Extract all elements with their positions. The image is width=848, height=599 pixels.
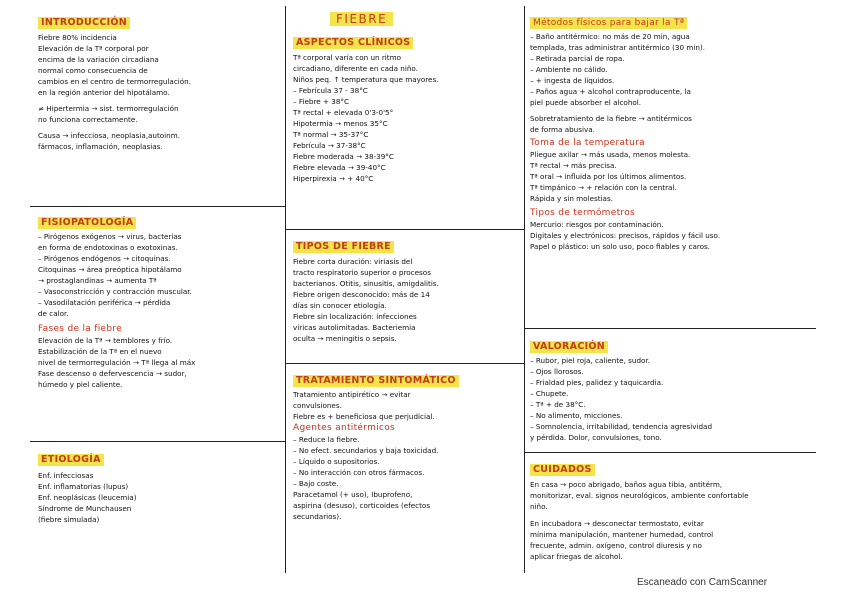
section-tipos-fiebre — [293, 234, 521, 344]
text-line: Citoquinas → área preóptica hipotálamo — [38, 265, 182, 274]
cuidados-body — [530, 479, 814, 512]
text-line: mínima manipulación, mantener humedad, control — [530, 530, 714, 539]
text-line: – Vasoconstricción y contracción muscular. — [38, 287, 192, 296]
text-line: – Fiebre + 38°C — [293, 97, 350, 106]
text-line: Enf. inflamatorias (lupus) — [38, 482, 129, 491]
text-line: Hipotermia → menos 35°C — [293, 119, 388, 128]
note-sheet — [30, 6, 816, 573]
fases-fiebre-subtitle: Fases de la fiebre — [38, 324, 122, 334]
fisiopatologia-title: FISIOPATOLOGÍA — [38, 217, 136, 229]
text-line: en forma de endotoxinas o exotoxinas. — [38, 243, 178, 252]
fases-fiebre-body — [38, 335, 282, 390]
text-line: normal como consecuencia de — [38, 66, 148, 75]
column-divider-1 — [285, 6, 286, 573]
text-line: Papel o plástico: un solo uso, poco fiables y caros. — [530, 242, 711, 251]
text-line: Estabilización de la Tª en el nuevo — [38, 347, 162, 356]
divider-valoracion-cuidados — [525, 452, 816, 453]
text-line: Causa → infecciosa, neoplasia,autoinm. — [38, 131, 181, 140]
text-line: Fiebre moderada → 38-39°C — [293, 152, 394, 161]
section-aspectos-clinicos — [293, 30, 521, 184]
tratamiento-body — [293, 389, 521, 422]
section-metodos-fisicos — [530, 10, 814, 252]
text-line: – Vasodilatación periférica → pérdida — [38, 298, 171, 307]
agentes-antitermicos-subtitle: Agentes antitérmicos — [293, 423, 395, 433]
text-line: húmedo y piel caliente. — [38, 380, 123, 389]
divider-tipos-trat — [286, 363, 525, 364]
text-line: nivel de termorregulación → Tª llega al máx — [38, 358, 196, 367]
text-line: Tª rectal + elevada 0'3-0'5° — [293, 108, 394, 117]
text-line: – No alimento, micciones. — [530, 411, 623, 420]
text-line: – Pirógenos endógenos → citoquinas. — [38, 254, 171, 263]
text-line: Enf. infecciosas — [38, 471, 94, 480]
text-line: Mercurio: riesgos por contaminación. — [530, 220, 664, 229]
text-line: – Ojos llorosos. — [530, 367, 584, 376]
toma-temperatura-body — [530, 149, 814, 204]
text-line: Febrícula → 37-38°C — [293, 141, 366, 150]
section-introduccion — [38, 10, 282, 152]
text-line: Fiebre corta duración: viriasis del — [293, 257, 413, 266]
introduccion-body — [38, 32, 282, 152]
text-line: – No interacción con otros fármacos. — [293, 468, 425, 477]
text-line: víricas autolimitadas. Bacteriemia — [293, 323, 416, 332]
agentes-antitermicos-body — [293, 434, 521, 522]
text-line: Pliegue axilar → más usada, menos molesta. — [530, 150, 691, 159]
text-line: – No efect. secundarios y baja toxicidad. — [293, 446, 439, 455]
divider-fisio-etio — [30, 441, 286, 442]
toma-temperatura-subtitle: Toma de la temperatura — [530, 138, 645, 148]
text-line: – + ingesta de líquidos. — [530, 76, 615, 85]
text-line: aspirina (desuso), corticoides (efectos — [293, 501, 431, 510]
text-line: – Paños agua + alcohol contraproducente, la — [530, 87, 691, 96]
text-line: aplicar friegas de alcohol. — [530, 552, 623, 561]
text-line: Tª rectal → más precisa. — [530, 161, 617, 170]
text-line: Enf. neoplásicas (leucemia) — [38, 493, 137, 502]
text-line: no funciona correctamente. — [38, 115, 138, 124]
section-tratamiento — [293, 368, 521, 522]
text-line: encima de la variación circadiana — [38, 55, 159, 64]
text-line: de forma abusiva. — [530, 125, 595, 134]
divider-metodos-valoracion — [525, 328, 816, 329]
text-line: frecuente, admin. oxígeno, control diuresis y no — [530, 541, 702, 550]
text-line: Tª normal → 35-37°C — [293, 130, 369, 139]
text-line: templada, tras administrar antitérmico (30 min). — [530, 43, 705, 52]
text-line: cambios en el centro de termorregulación. — [38, 77, 192, 86]
text-line: días sin conocer etiología. — [293, 301, 387, 310]
text-line: circadiano, diferente en cada niño. — [293, 64, 418, 73]
text-line: niño. — [530, 502, 548, 511]
text-line: – Chupete. — [530, 389, 569, 398]
section-fisiopatologia — [38, 210, 282, 390]
text-line: – Retirada parcial de ropa. — [530, 54, 625, 63]
text-line: – Somnolencia, irritabilidad, tendencia agresividad — [530, 422, 713, 431]
scanner-watermark: Escaneado con CamScanner — [637, 577, 768, 588]
text-line: Digitales y electrónicos: precisos, rápidos y fácil uso. — [530, 231, 721, 240]
text-line: – Ambiente no cálido. — [530, 65, 608, 74]
valoracion-title: VALORACIÓN — [530, 341, 608, 353]
text-line: Hiperpirexia → + 40°C — [293, 174, 374, 183]
text-line: Fiebre es + beneficiosa que perjudicial. — [293, 412, 435, 421]
text-line: Tª corporal varía con un ritmo — [293, 53, 402, 62]
tratamiento-title: TRATAMIENTO SINTOMÁTICO — [293, 375, 459, 387]
text-line: y pérdida. Dolor, convulsiones, tono. — [530, 433, 662, 442]
section-etiologia — [38, 447, 282, 525]
text-line: Tª timpánico → + relación con la central. — [530, 183, 677, 192]
section-cuidados — [530, 457, 814, 562]
text-line: en la región anterior del hipotálamo. — [38, 88, 170, 97]
text-line: Tª oral → influida por los últimos alimentos. — [530, 172, 687, 181]
text-line: – Reduce la fiebre. — [293, 435, 360, 444]
text-line: – Pirógenos exógenos → virus, bacterias — [38, 232, 182, 241]
text-line: (fiebre simulada) — [38, 515, 100, 524]
column-divider-2 — [524, 6, 525, 573]
text-line: Fiebre elevada → 39-40°C — [293, 163, 386, 172]
text-line: Paracetamol (+ uso), Ibuprofeno, — [293, 490, 413, 499]
divider-intro-fisio — [30, 206, 286, 207]
text-line: Elevación de la Tª corporal por — [38, 44, 149, 53]
text-line: Fiebre origen desconocido: más de 14 — [293, 290, 430, 299]
text-line: fármacos, inflamación, neoplasias. — [38, 142, 163, 151]
introduccion-title: INTRODUCCIÓN — [38, 17, 130, 29]
text-line: Tratamiento antipirético → evitar — [293, 390, 411, 399]
etiologia-title: ETIOLOGÍA — [38, 454, 104, 466]
text-line: → prostaglandinas → aumenta Tª — [38, 276, 157, 285]
tipos-termometros-body — [530, 219, 814, 252]
tipos-fiebre-body — [293, 256, 521, 344]
text-line: piel puede absorber el alcohol. — [530, 98, 642, 107]
text-line: – Rubor, piel roja, caliente, sudor. — [530, 356, 650, 365]
aspectos-clinicos-body — [293, 52, 521, 184]
tipos-termometros-subtitle: Tipos de termómetros — [530, 208, 636, 218]
text-line: monitorizar, eval. signos neurológicos, ambiente confortable — [530, 491, 749, 500]
fisiopatologia-body — [38, 231, 282, 319]
section-valoracion — [530, 334, 814, 443]
tipos-fiebre-title: TIPOS DE FIEBRE — [293, 241, 394, 253]
text-line: – Tª + de 38°C. — [530, 400, 586, 409]
text-line: Fiebre sin localización: infecciones — [293, 312, 417, 321]
metodos-fisicos-title: Métodos físicos para bajar la Tª — [530, 17, 687, 29]
incubadora-body — [530, 518, 814, 562]
text-line: secundarios). — [293, 512, 342, 521]
text-line: Síndrome de Munchausen — [38, 504, 132, 513]
text-line: oculta → meningitis o sepsis. — [293, 334, 397, 343]
text-line: Fase descenso o defervescencia → sudor, — [38, 369, 187, 378]
text-line: ≠ Hipertermia → sist. termorregulación — [38, 104, 179, 113]
text-line: – Frialdad pies, palidez y taquicardia. — [530, 378, 664, 387]
text-line: tracto respiratorio superior o procesos — [293, 268, 431, 277]
text-line: Sobretratamiento de la fiebre → antitérmicos — [530, 114, 692, 123]
aspectos-clinicos-title: ASPECTOS CLÍNICOS — [293, 37, 413, 49]
text-line: En incubadora → desconectar termostato, evitar — [530, 519, 704, 528]
text-line: Niños peq. ↑ temperatura que mayores. — [293, 75, 439, 84]
text-line: – Líquido o supositorios. — [293, 457, 380, 466]
text-line: de calor. — [38, 309, 69, 318]
divider-aspectos-tipos — [286, 229, 525, 230]
text-line: convulsiones. — [293, 401, 342, 410]
cuidados-title: CUIDADOS — [530, 464, 595, 476]
text-line: – Bajo coste. — [293, 479, 339, 488]
text-line: Rápida y sin molestias. — [530, 194, 613, 203]
etiologia-body — [38, 470, 282, 525]
valoracion-body — [530, 355, 814, 443]
text-line: En casa → poco abrigado, baños agua tibia, antitérm, — [530, 480, 723, 489]
text-line: Fiebre 80% incidencia — [38, 33, 117, 42]
text-line: Elevación de la Tª → temblores y frío. — [38, 336, 173, 345]
text-line: – Baño antitérmico: no más de 20 min, agua — [530, 32, 690, 41]
text-line: – Febrícula 37 - 38°C — [293, 86, 368, 95]
fiebre-main-title: FIEBRE — [330, 12, 393, 26]
metodos-fisicos-body — [530, 31, 814, 135]
section-fiebre-header — [330, 8, 393, 27]
text-line: bacterianos. Otitis, sinusitis, amigdalitis. — [293, 279, 439, 288]
